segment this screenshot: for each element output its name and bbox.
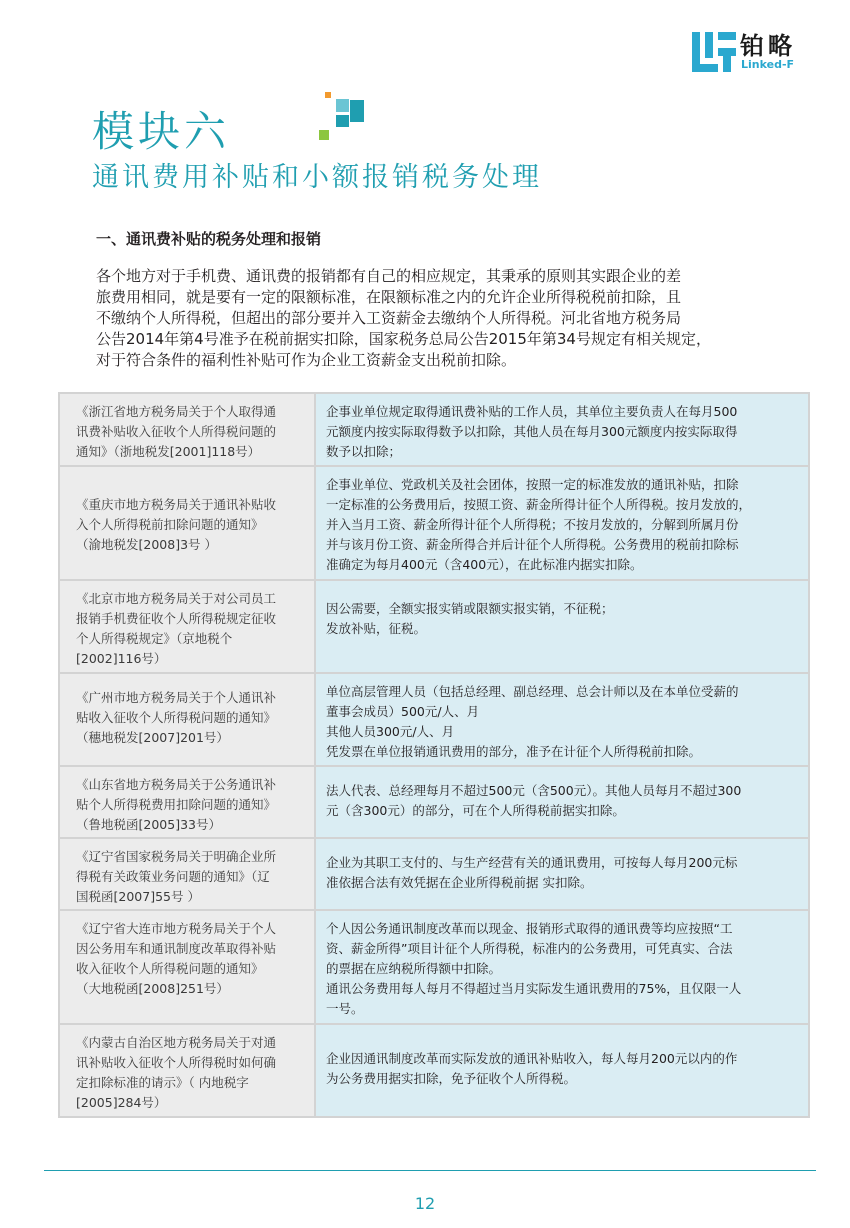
table-row	[59, 580, 809, 673]
policy-rule-line: 企事业单位规定取得通讯费补贴的工作人员，其单位主要负责人在每月500	[326, 404, 738, 419]
policy-rule-line: 准依据合法有效凭据在企业所得税前据 实扣除。	[326, 875, 593, 890]
policy-rule-cell	[315, 910, 809, 1024]
table-row	[59, 766, 809, 838]
policy-source-line: 因公务用车和通讯制度改革取得补贴	[76, 941, 277, 956]
policy-rule-line: 资、薪金所得”项目计征个人所得税，标准内的公务费用，可凭真实、合法	[326, 941, 733, 956]
intro-paragraph	[96, 266, 808, 371]
policy-rule-cell	[315, 673, 809, 766]
policy-source-line: 《山东省地方税务局关于公务通讯补	[76, 777, 277, 792]
policy-rule-cell	[315, 1024, 809, 1117]
policy-rule-line: 元额度内按实际取得数予以扣除，其他人员在每月300元额度内按实际取得	[326, 424, 738, 439]
policy-rule-line: 其他人员300元/人、月	[326, 724, 455, 739]
policy-rule-line: 发放补贴，征税。	[326, 621, 427, 636]
brand-name: 铂略	[740, 32, 796, 60]
policy-rule-line: 个人因公务通讯制度改革而以现金、报销形式取得的通讯费等均应按照“工	[326, 921, 733, 936]
policy-source-line: （渝地税发[2008]3号 ）	[76, 537, 217, 552]
policy-rule-line: 企业为其职工支付的、与生产经营有关的通讯费用，可按每人每月200元标	[326, 855, 738, 870]
policy-source-line: （鲁地税函[2005]33号）	[76, 817, 221, 832]
policy-source-line: 定扣除标准的请示》（ 内地税字	[76, 1075, 249, 1090]
brand-logo	[692, 32, 817, 72]
intro-line: 公告2014年第4号准予在税前据实扣除，国家税务总局公告2015年第34号规定有相关规定，	[96, 330, 711, 348]
policy-source-line: 得税有关政策业务问题的通知》（辽	[76, 869, 270, 884]
policy-source-line: 《浙江省地方税务局关于个人取得通	[76, 404, 277, 419]
intro-line: 对于符合条件的福利性补贴可作为企业工资薪金支出税前扣除。	[96, 351, 517, 369]
policy-source-line: 通知》（浙地税发[2001]118号）	[76, 444, 261, 459]
table-row	[59, 838, 809, 910]
intro-line: 不缴纳个人所得税，但超出的部分要并入工资薪金去缴纳个人所得税。河北省地方税务局	[96, 309, 682, 327]
policy-source-line: 《辽宁省国家税务局关于明确企业所	[76, 849, 277, 864]
policy-source-line: 贴个人所得税费用扣除问题的通知》	[76, 797, 277, 812]
footer-divider	[44, 1170, 816, 1171]
policy-rule-cell	[315, 466, 809, 580]
policy-table	[58, 392, 810, 1118]
policy-rule-line: 法人代表、总经理每月不超过500元（含500元）。其他人员每月不超过300	[326, 783, 742, 798]
policy-rule-line: 董事会成员）500元/人、月	[326, 704, 480, 719]
policy-source-line: （大地税函[2008]251号）	[76, 981, 229, 996]
policy-source-line: 收入征收个人所得税问题的通知》	[76, 961, 264, 976]
page-number: 12	[414, 1194, 436, 1213]
policy-rule-line: 元（含300元）的部分，可在个人所得税前据实扣除。	[326, 803, 625, 818]
policy-source-cell	[59, 838, 315, 910]
policy-source-line: 《重庆市地方税务局关于通讯补贴收	[76, 497, 277, 512]
intro-line: 各个地方对于手机费、通讯费的报销都有自己的相应规定，其秉承的原则其实跟企业的差	[96, 267, 682, 285]
section-heading: 一、通讯费补贴的税务处理和报销	[96, 230, 322, 248]
policy-rule-line: 因公需要，全额实报实销或限额实报实销，不征税；	[326, 601, 614, 616]
policy-rule-line: 准确定为每月400元（含400元），在此标准内据实扣除。	[326, 557, 643, 572]
policy-source-cell	[59, 673, 315, 766]
policy-rule-line: 并入当月工资、薪金所得计征个人所得税；不按月发放的，分解到所属月份	[326, 517, 739, 532]
policy-source-line: 《北京市地方税务局关于对公司员工	[76, 591, 277, 606]
module-subtitle: 通讯费用补贴和小额报销税务处理	[92, 162, 542, 193]
policy-source-cell	[59, 766, 315, 838]
policy-source-cell	[59, 1024, 315, 1117]
policy-rule-line: 的票据在应纳税所得额中扣除。	[326, 961, 502, 976]
policy-source-cell	[59, 910, 315, 1024]
decorative-squares-icon	[316, 90, 366, 142]
policy-source-line: 《辽宁省大连市地方税务局关于个人	[76, 921, 277, 936]
policy-rule-line: 企业因通讯制度改革而实际发放的通讯补贴收入，每人每月200元以内的作	[326, 1051, 738, 1066]
policy-source-line: 入个人所得税前扣除问题的通知》	[76, 517, 264, 532]
policy-source-cell	[59, 466, 315, 580]
policy-rule-line: 并与该月份工资、薪金所得合并后计征个人所得税。公务费用的税前扣除标	[326, 537, 739, 552]
policy-source-line: 报销手机费征收个人所得税规定征收	[76, 611, 277, 626]
policy-rule-line: 企事业单位、党政机关及社会团体，按照一定的标准发放的通讯补贴，扣除	[326, 477, 739, 492]
policy-rule-line: 单位高层管理人员（包括总经理、副总经理、总会计师以及在本单位受薪的	[326, 684, 739, 699]
policy-source-line: 《内蒙古自治区地方税务局关于对通	[76, 1035, 277, 1050]
module-title: 模块六	[92, 107, 231, 156]
policy-source-line: 国税函[2007]55号 ）	[76, 889, 200, 904]
policy-rule-line: 凭发票在单位报销通讯费用的部分，准予在计征个人所得税前扣除。	[326, 744, 702, 759]
policy-source-line: 贴收入征收个人所得税问题的通知》	[76, 710, 277, 725]
policy-source-line: 《广州市地方税务局关于个人通讯补	[76, 690, 277, 705]
table-row	[59, 673, 809, 766]
table-row	[59, 1024, 809, 1117]
policy-rule-line: 数予以扣除；	[326, 444, 402, 459]
policy-rule-cell	[315, 766, 809, 838]
policy-source-line: 讯补贴收入征收个人所得税时如何确	[76, 1055, 277, 1070]
policy-source-line: 个人所得税规定》（京地税个	[76, 631, 233, 646]
policy-rule-line: 通讯公务费用每人每月不得超过当月实际发生通讯费用的75%，且仅限一人	[326, 981, 742, 996]
policy-source-cell	[59, 580, 315, 673]
policy-rule-cell	[315, 838, 809, 910]
policy-rule-cell	[315, 393, 809, 466]
intro-line: 旅费用相同，就是要有一定的限额标准，在限额标准之内的允许企业所得税税前扣除，且	[96, 288, 682, 306]
policy-source-line: （穗地税发[2007]201号）	[76, 730, 229, 745]
brand-sub: Linked-F	[741, 58, 795, 71]
policy-source-cell	[59, 393, 315, 466]
policy-rule-line: 一号。	[326, 1001, 364, 1016]
table-row	[59, 466, 809, 580]
policy-source-line: [2005]284号）	[76, 1095, 167, 1110]
policy-source-line: 讯费补贴收入征收个人所得税问题的	[76, 424, 277, 439]
table-row	[59, 910, 809, 1024]
policy-rule-line: 为公务费用据实扣除，免予征收个人所得税。	[326, 1071, 577, 1086]
policy-rule-cell	[315, 580, 809, 673]
policy-rule-line: 一定标准的公务费用后，按照工资、薪金所得计征个人所得税。按月发放的，	[326, 497, 752, 512]
table-row	[59, 393, 809, 466]
policy-source-line: [2002]116号）	[76, 651, 167, 666]
linkedf-logo-icon	[692, 32, 736, 72]
